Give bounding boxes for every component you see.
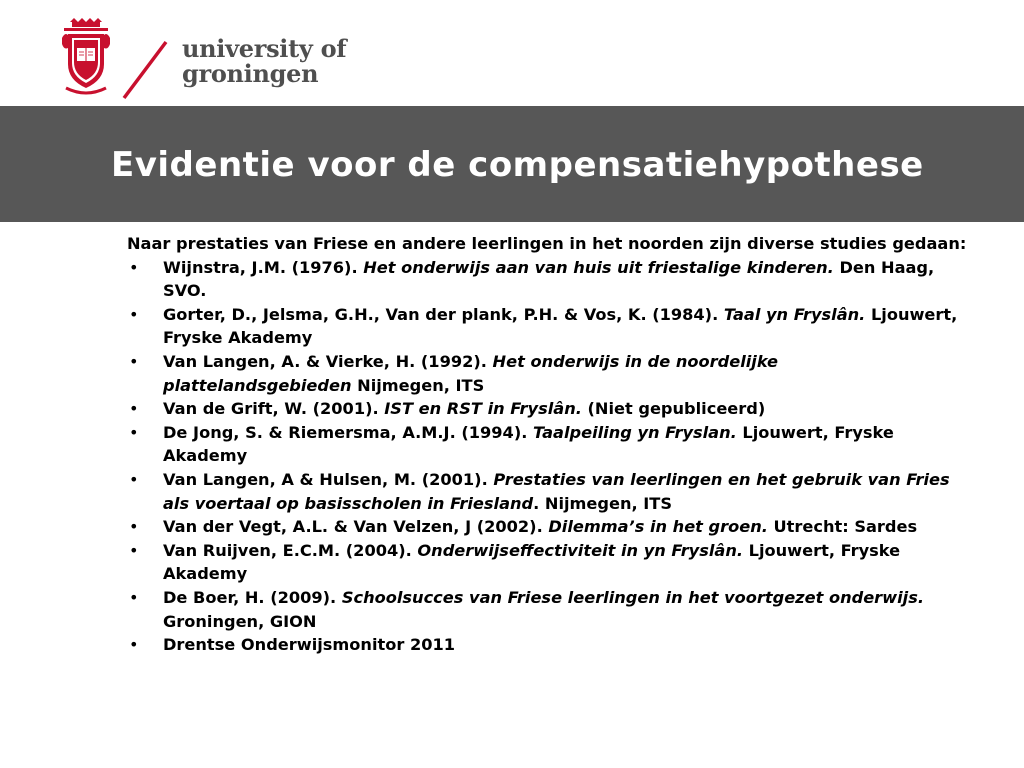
reference-author: De Jong, S. & Riemersma, A.M.J. (1994). [163, 422, 533, 442]
reference-title: Schoolsucces van Friese leerlingen in het voortgezet onderwijs. [341, 587, 924, 607]
reference-publisher: Groningen, GION [163, 611, 317, 631]
wordmark-line-2: groningen [182, 59, 319, 88]
reference-item [127, 303, 967, 350]
reference-publisher: (Niet gepubliceerd) [581, 399, 766, 419]
reference-item [127, 515, 967, 539]
bullet-icon: • [129, 635, 139, 655]
bullet-icon: • [129, 422, 139, 442]
reference-title: Taal yn Fryslân. [723, 304, 866, 324]
bullet-icon: • [129, 399, 139, 419]
reference-item [127, 421, 967, 468]
reference-publisher: Ljouwert, Fryske Akademy [163, 540, 901, 584]
wordmark-line-1: university of [182, 34, 347, 63]
reference-item [127, 397, 967, 421]
reference-title: IST en RST in Fryslân. [384, 399, 582, 419]
reference-author: Drentse Onderwijsmonitor 2011 [163, 635, 456, 655]
bullet-icon: • [129, 304, 139, 324]
reference-item [127, 539, 967, 586]
reference-author: Van de Grift, W. (2001). [163, 399, 385, 419]
reference-title: Dilemma’s in het groen. [548, 517, 768, 537]
reference-title: Taalpeiling yn Fryslan. [533, 422, 737, 442]
slide-content [127, 232, 967, 657]
bullet-icon: • [129, 587, 139, 607]
reference-item [127, 256, 967, 303]
reference-title: Het onderwijs aan van huis uit friestalige kinderen. [363, 257, 834, 277]
reference-item [127, 586, 967, 633]
reference-list [127, 256, 967, 657]
intro-text: Naar prestaties van Friese en andere leerlingen in het noorden zijn diverse studies gedaan: [127, 234, 967, 253]
header-logo-area [0, 0, 1024, 106]
reference-author: Gorter, D., Jelsma, G.H., Van der plank, P.H. & Vos, K. (1984). [163, 304, 724, 324]
reference-title: Onderwijseffectiviteit in yn Fryslân. [417, 540, 744, 560]
bullet-icon: • [129, 540, 139, 560]
reference-author: Van der Vegt, A.L. & Van Velzen, J (2002). [163, 517, 549, 537]
reference-publisher: Utrecht: Sardes [767, 517, 918, 537]
bullet-icon: • [129, 469, 139, 489]
logo-divider-slash-icon [118, 40, 170, 102]
reference-author: De Boer, H. (2009). [163, 587, 342, 607]
reference-item [127, 468, 967, 515]
reference-publisher: Den Haag, SVO. [163, 257, 935, 301]
reference-author: Wijnstra, J.M. (1976). [163, 257, 364, 277]
bullet-icon: • [129, 517, 139, 537]
reference-author: Van Langen, A. & Vierke, H. (1992). [163, 351, 493, 371]
reference-publisher: . Nijmegen, ITS [533, 493, 672, 513]
reference-title: Prestaties van leerlingen en het gebruik van Fries als voertaal op basisscholen in Friesland [163, 469, 950, 513]
reference-publisher: Nijmegen, ITS [351, 375, 485, 395]
reference-item [127, 350, 967, 397]
bullet-icon: • [129, 257, 139, 277]
university-wordmark [182, 36, 346, 86]
reference-title: Het onderwijs in de noordelijke plattelandsgebieden [163, 351, 779, 395]
reference-item [127, 633, 967, 657]
slide-title: Evidentie voor de compensatiehypothese [111, 145, 924, 185]
reference-author: Van Langen, A & Hulsen, M. (2001). [163, 469, 494, 489]
reference-author: Van Ruijven, E.C.M. (2004). [163, 540, 418, 560]
bullet-icon: • [129, 351, 139, 371]
reference-publisher: Ljouwert, Fryske Akademy [163, 304, 958, 348]
reference-publisher: Ljouwert, Fryske Akademy [163, 422, 894, 466]
university-crest-icon [60, 18, 112, 98]
